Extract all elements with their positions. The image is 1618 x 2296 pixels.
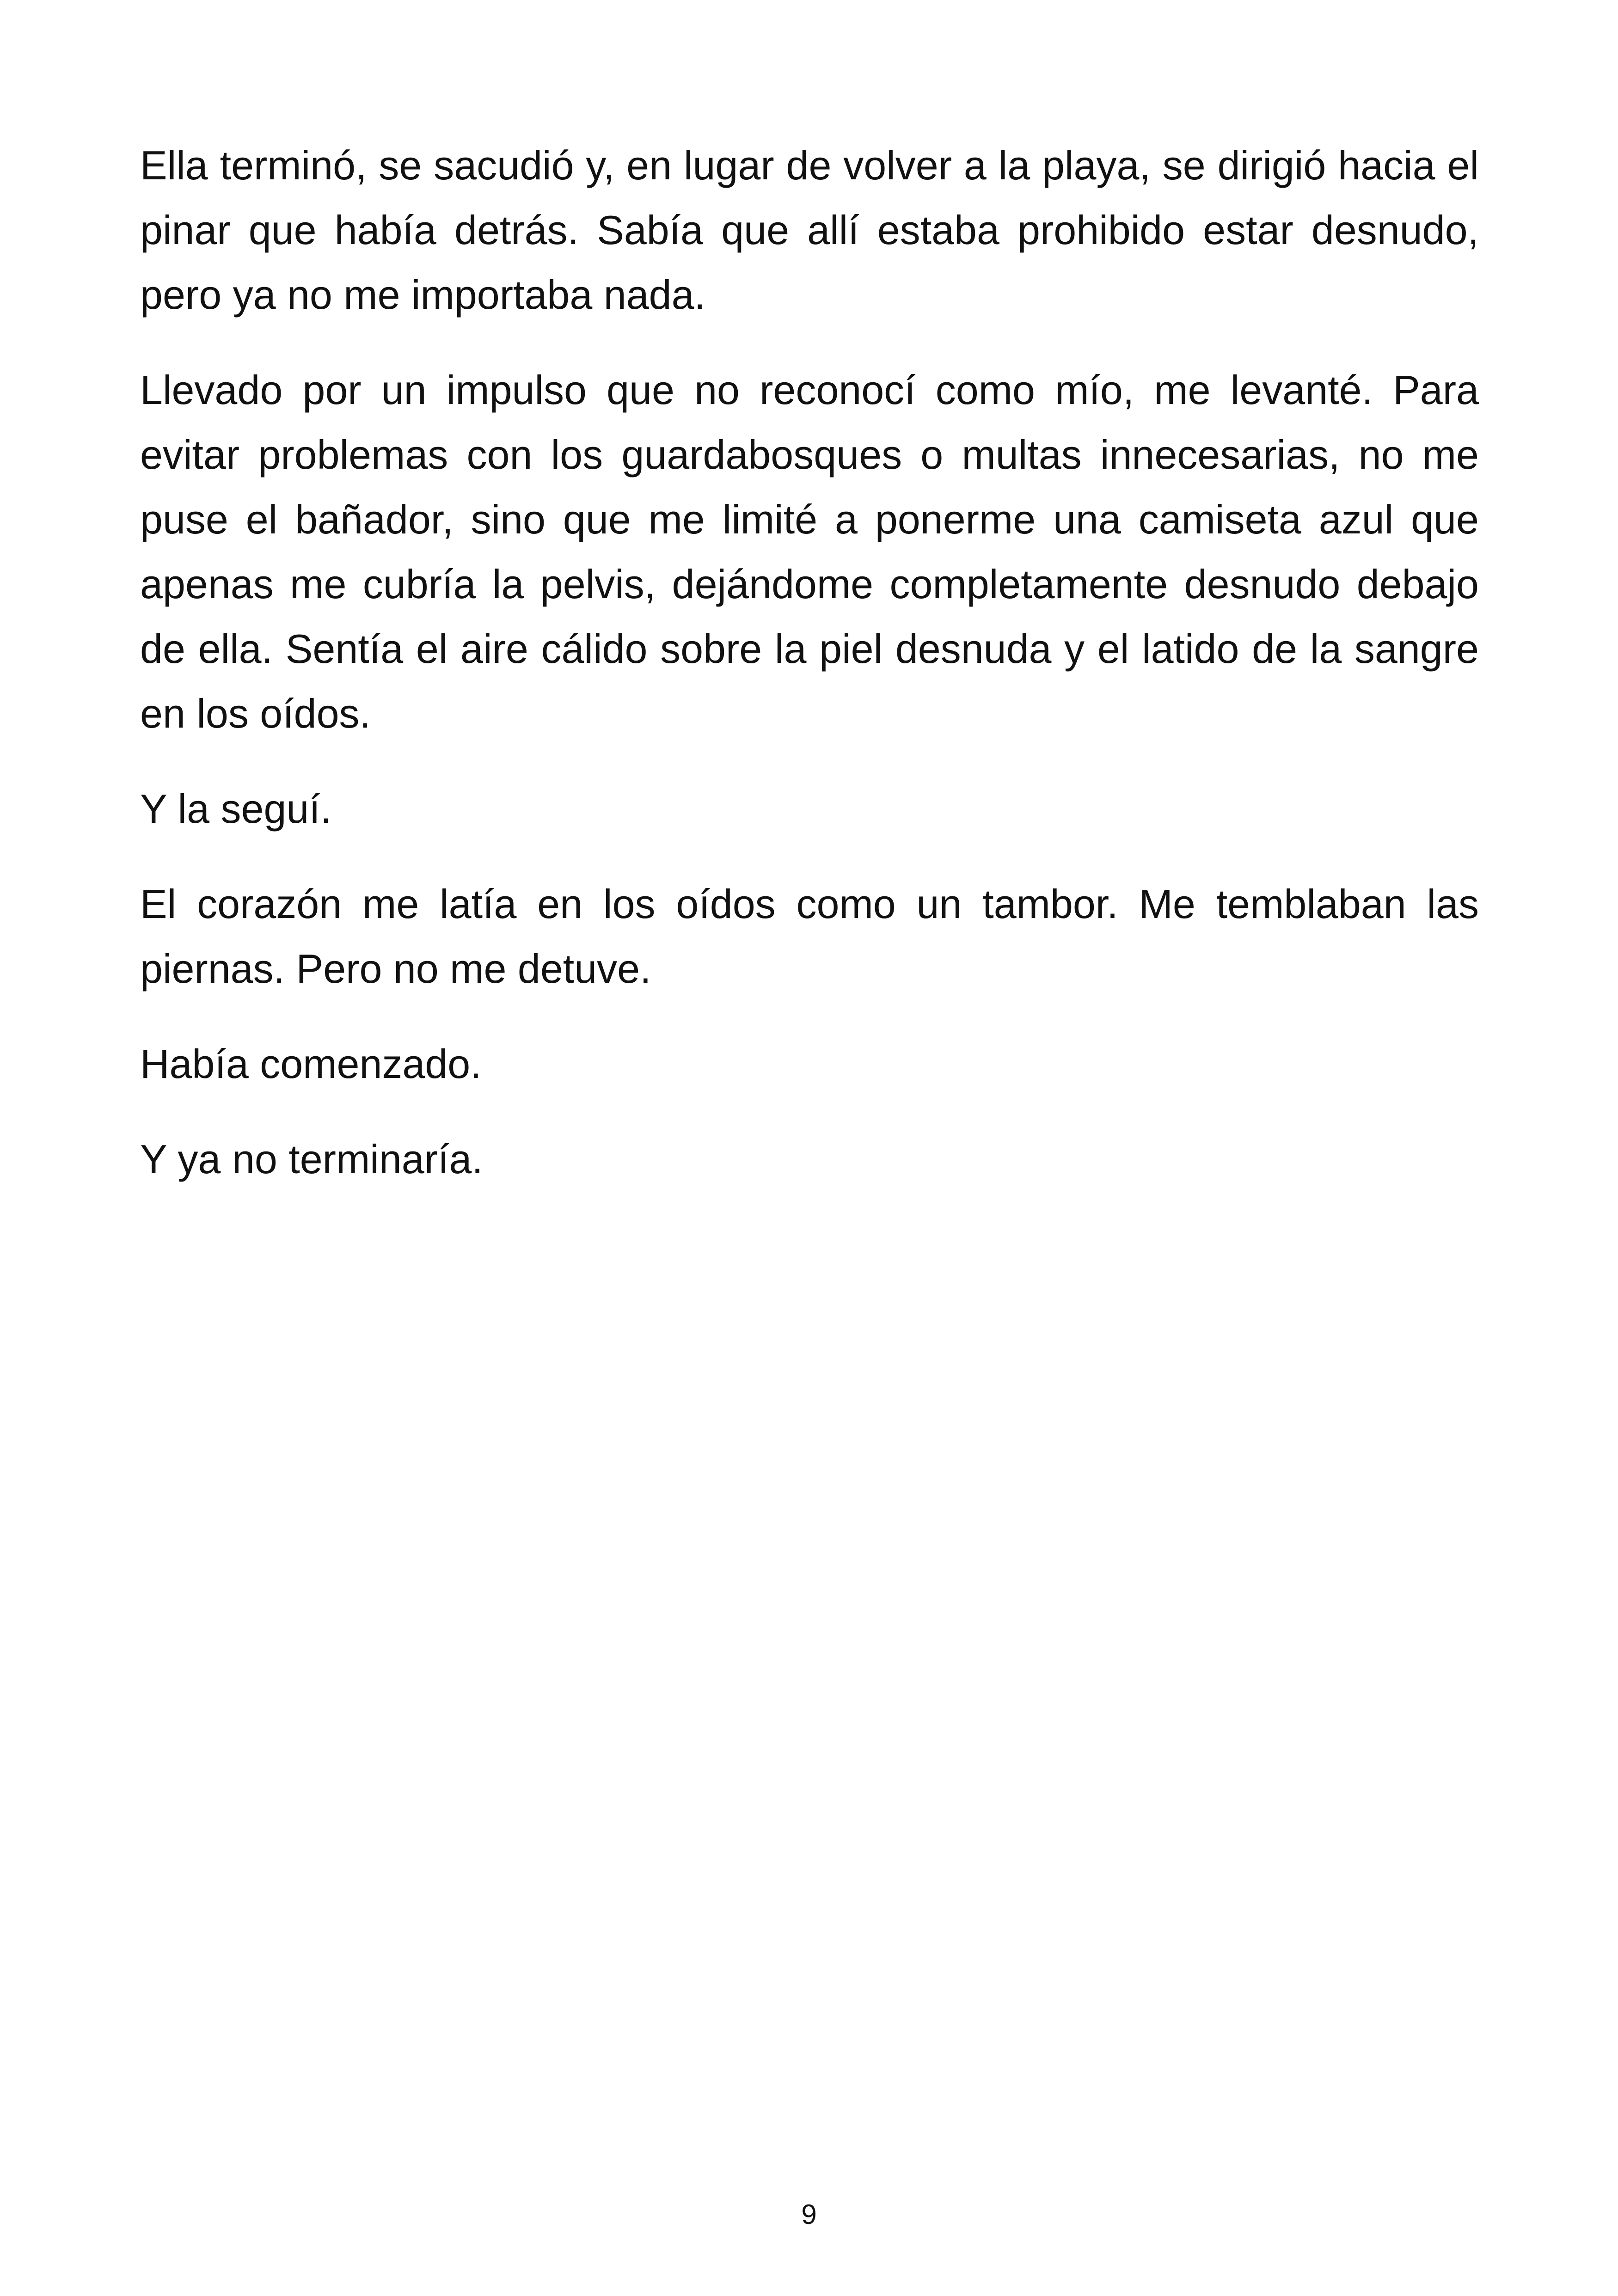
paragraph-1: Ella terminó, se sacudió y, en lugar de volver a la playa, se dirigió hacia el pinar que había detrás. Sabía que allí estaba prohibido estar desnudo, pero ya no me importaba nada. (140, 142, 1479, 318)
paragraph-5: Había comenzado. (140, 1041, 482, 1087)
body-text (140, 133, 1479, 1222)
paragraph-6: Y ya no terminaría. (140, 1136, 483, 1182)
paragraph-2: Llevado por un impulso que no reconocí como mío, me levanté. Para evitar problemas con los guardabosques o multas innecesarias, no me puse el bañador, sino que me limité a ponerme una camiseta azul que apenas me cubría la pelvis, dejándome completamente desnudo debajo de ella. Sentía el aire cálido sobre la piel desnuda y el latido de la sangre en los oídos. (140, 367, 1479, 736)
paragraph-3: Y la seguí. (140, 786, 332, 832)
paragraph-4: El corazón me latía en los oídos como un tambor. Me temblaban las piernas. Pero no me detuve. (140, 881, 1479, 992)
page-number: 9 (801, 2199, 817, 2230)
